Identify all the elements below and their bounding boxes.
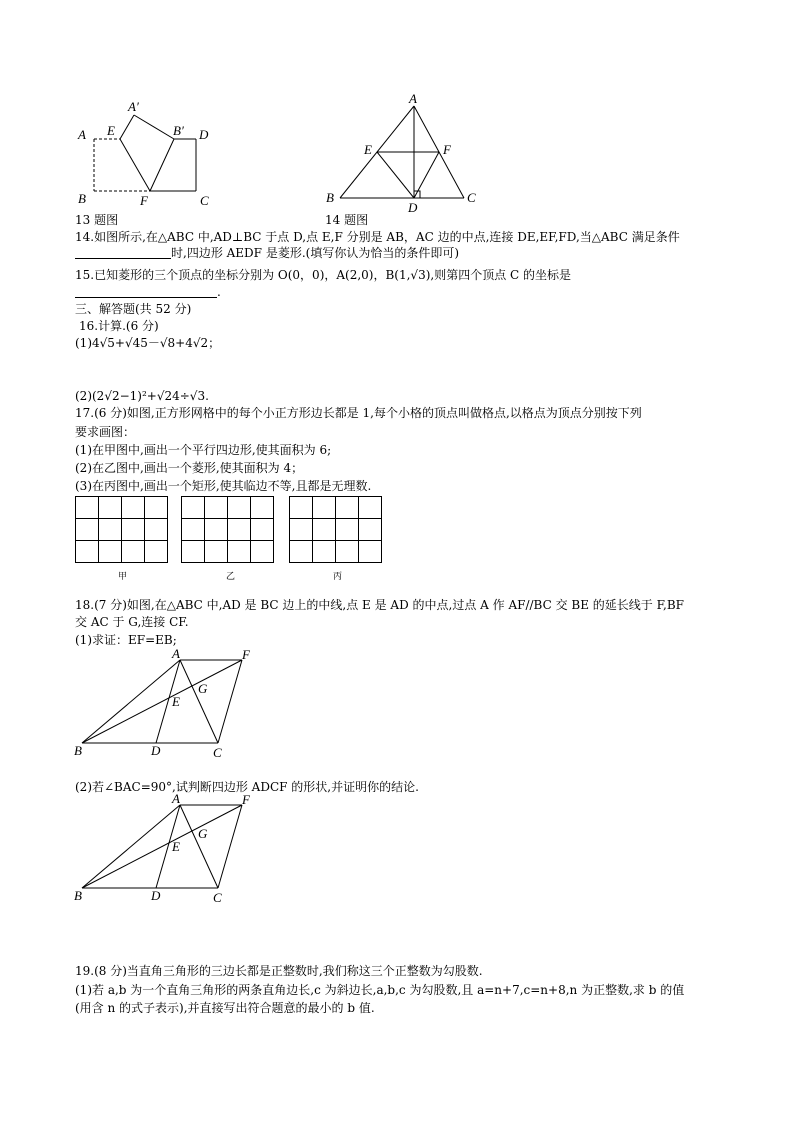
fig13-label-Bprime: B′ [173,123,184,138]
fig14-line-DE [377,152,414,198]
fig13-line-EF [120,139,150,191]
fig14-label-A: A [409,92,417,106]
question-14-cont-text: 时,四边形 AEDF 是菱形.(填写你认为恰当的条件即可) [171,246,459,260]
fig13-label-E: E [107,123,115,138]
question-16-part-1: (1)4√5+√45－√8+4√2； [75,336,221,350]
fig18a-label-B: B [74,743,82,758]
fig13-line-BpF [150,139,174,191]
fig18a-label-A: A [172,646,180,661]
fig18b-label-D: D [151,888,161,903]
fig18b-line-CF [218,805,242,888]
question-15-answer-line [75,284,221,300]
fig14-label-B: B [326,190,334,205]
question-17-line-2: 要求画图： [75,425,136,439]
fig18a-label-G: G [198,681,208,696]
fig18b-label-C: C [213,890,222,905]
grid-yi[interactable] [181,496,274,563]
fig13-label-F: F [140,193,148,208]
question-14-continuation [75,245,459,261]
question-17-item-1: (1)在甲图中,画出一个平行四边形,使其面积为 6; [75,443,332,457]
figure-14-caption: 14 题图 [325,213,369,227]
question-18-line-1: 18.(7 分)如图,在△ABC 中,AD 是 BC 边上的中线,点 E 是 AD 的中点,过点 A 作 AF//BC 交 BE 的延长线于 F,BF [75,598,685,612]
question-17-item-3: (3)在丙图中,画出一个矩形,使其临边不等,且都是无理数. [75,479,372,493]
question-19-line-3: (用含 n 的式子表示),并直接写出符合题意的最小的 b 值. [75,1001,375,1015]
fig18a-line-BF [82,660,242,743]
question-15-end: . [217,285,221,299]
grid-caption-bing: 丙 [333,572,343,582]
fig18b-label-A: A [172,791,180,806]
figure-14 [320,92,490,217]
fig13-label-C: C [200,193,209,208]
answer-blank-14[interactable] [75,246,171,259]
answer-blank-15[interactable] [75,285,217,298]
fig14-label-D: D [408,200,418,215]
question-14-text: 14.如图所示,在△ABC 中,AD⊥BC 于点 D,点 E,F 分别是 AB，AC 边的中点,连接 DE,EF,FD,当△ABC 满足条件 [75,230,680,244]
fig13-label-Aprime: A′ [128,99,139,114]
fig14-label-F: F [443,142,451,157]
question-19-line-2: (1)若 a,b 为一个直角三角形的两条直角边长,c 为斜边长,a,b,c 为勾股数,且 a=n+7,c=n+8,n 为正整数,求 b 的值 [75,983,685,997]
fig13-line-ApBp [134,115,174,139]
fig18b-label-B: B [74,888,82,903]
fig18b-label-F: F [242,792,250,807]
question-18-part-2: (2)若∠BAC=90°,试判断四边形 ADCF 的形状,并证明你的结论. [75,780,419,794]
grid-caption-jia: 甲 [118,572,128,582]
question-17-line-1: 17.(6 分)如图,正方形网格中的每个小正方形边长都是 1,每个小格的顶点叫做格点,以格点为顶点分别按下列 [75,406,642,420]
fig13-line-EAp [120,115,134,139]
figure-13 [70,95,240,215]
question-19-line-1: 19.(8 分)当直角三角形的三边长都是正整数时,我们称这三个正整数为勾股数. [75,964,483,978]
fig18a-label-E: E [172,694,180,709]
question-18-part-1: (1)求证：EF=EB; [75,633,177,647]
grid-caption-yi: 乙 [226,572,236,582]
fig18a-line-AB [82,660,180,743]
grid-jia[interactable] [75,496,168,563]
question-16-title: 16.计算.(6 分) [79,319,159,333]
fig18a-label-D: D [151,743,161,758]
figure-18-a [70,645,270,765]
fig13-label-D: D [199,127,209,142]
figure-18-b [70,790,270,910]
section-3-heading: 三、解答题(共 52 分) [75,302,192,316]
fig14-label-E: E [364,142,372,157]
fig18b-line-AC [180,805,218,888]
fig13-label-A: A [78,127,86,142]
question-15-text: 15.已知菱形的三个顶点的坐标分别为 O(0，0)，A(2,0)，B(1,√3),则第四个顶点 C 的坐标是 [75,268,572,282]
fig18b-label-E: E [172,839,180,854]
grid-bing[interactable] [289,496,382,563]
fig18b-label-G: G [198,826,208,841]
question-18-line-2: 交 AC 于 G,连接 CF. [75,615,189,629]
fig13-label-B: B [78,191,86,206]
fig18a-label-F: F [242,647,250,662]
question-17-item-2: (2)在乙图中,画出一个菱形,使其面积为 4； [75,461,304,475]
fig18b-line-BF [82,805,242,888]
fig18a-line-CF [218,660,242,743]
fig14-label-C: C [467,190,476,205]
fig18b-line-AB [82,805,180,888]
figure-13-caption: 13 题图 [75,213,119,227]
fig18a-label-C: C [213,745,222,760]
question-16-part-2: (2)(2√2−1)²+√24÷√3. [75,389,209,403]
fig18a-line-AC [180,660,218,743]
